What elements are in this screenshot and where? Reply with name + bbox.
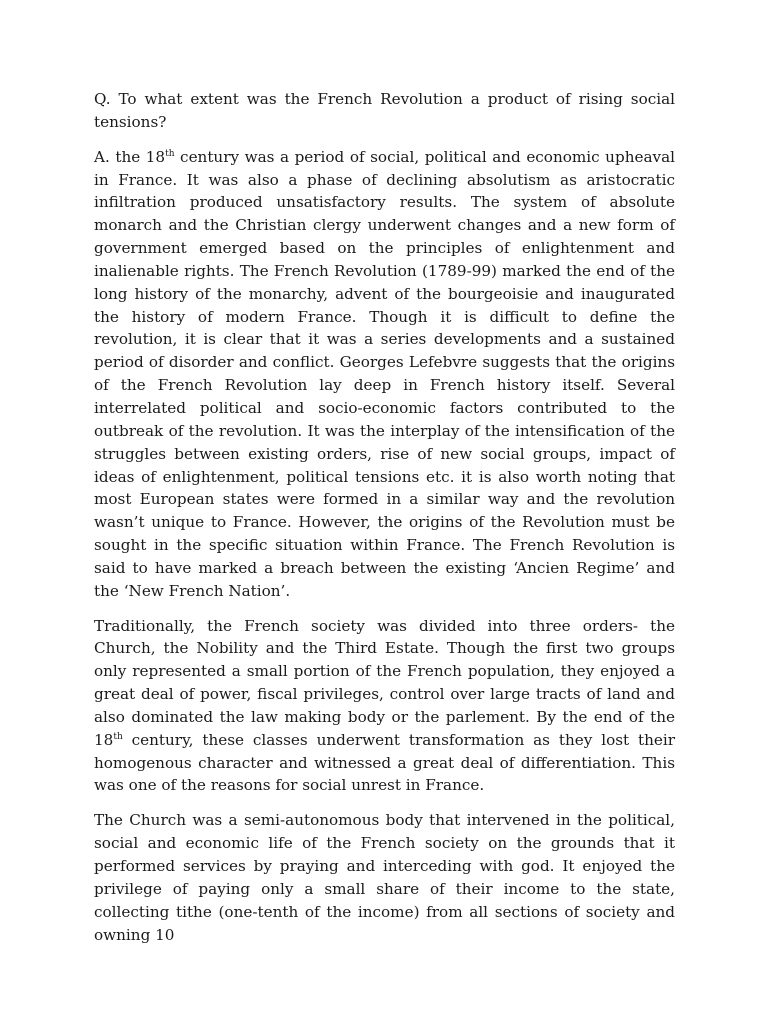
answer-body: century was a period of social, political and economic upheaval in France. It was also a phase of declining absolutism as aristocratic infiltration produced unsatisfactory results. The system of absolute monarch and the Christian clergy underwent changes and a new form of government emerged based on the principles of enlightenment and inalienable rights. The French Revolution (1789-99) marked the end of the long history of the monarchy, advent of the bourgeoisie and inaugurated the history of modern France. Though it is difficult to define the revolution, it is clear that it was a series developments and a sustained period of disorder and conflict. Georges Lefebvre suggests that the origins of the French Revolution lay deep in French history itself. Several interrelated political and socio-economic factors contributed to the outbreak of the revolution. It was the interplay of the intensification of the struggles between existing orders, rise of new social groups, impact of ideas of enlightenment, political tensions etc. it is also worth noting that most European states were formed in a similar way and the revolution wasn’t unique to France. However, the origins of the Revolution must be sought in the specific situation within France. The French Revolution is said to have marked a breach between the existing ‘Ancien Regime’ and the ‘New French Nation’. (94, 147, 676, 600)
answer-lead-superscript: th (165, 148, 175, 159)
orders-paragraph (94, 615, 675, 798)
orders-superscript: th (113, 731, 123, 742)
orders-text-after: century, these classes underwent transformation as they lost their homogenous character and witnessed a great deal of differentiation. This was one of the reasons for social unrest in France. (94, 730, 675, 795)
question-paragraph (94, 88, 675, 134)
answer-paragraph (94, 146, 675, 603)
orders-text-before: Traditionally, the French society was divided into three orders- the Church, the Nobility and the Third Estate. Though the first two groups only represented a small portion of the French population, they enjoyed a great deal of power, fiscal privileges, control over large tracts of land and also dominated the law making body or the parlement. By the end of the 18 (94, 616, 675, 749)
answer-lead: A. the 18 (94, 147, 166, 166)
document-page (94, 88, 675, 958)
question-text: Q. To what extent was the French Revolution a product of rising social tensions? (94, 90, 675, 131)
church-paragraph (94, 809, 675, 946)
church-text: The Church was a semi-autonomous body that intervened in the political, social and economic life of the French society on the grounds that it performed services by praying and interceding with god. It enjoyed the privilege of paying only a small share of their income to the state, collecting tithe (one-tenth of the income) from all sections of society and owning 10 (94, 811, 675, 944)
